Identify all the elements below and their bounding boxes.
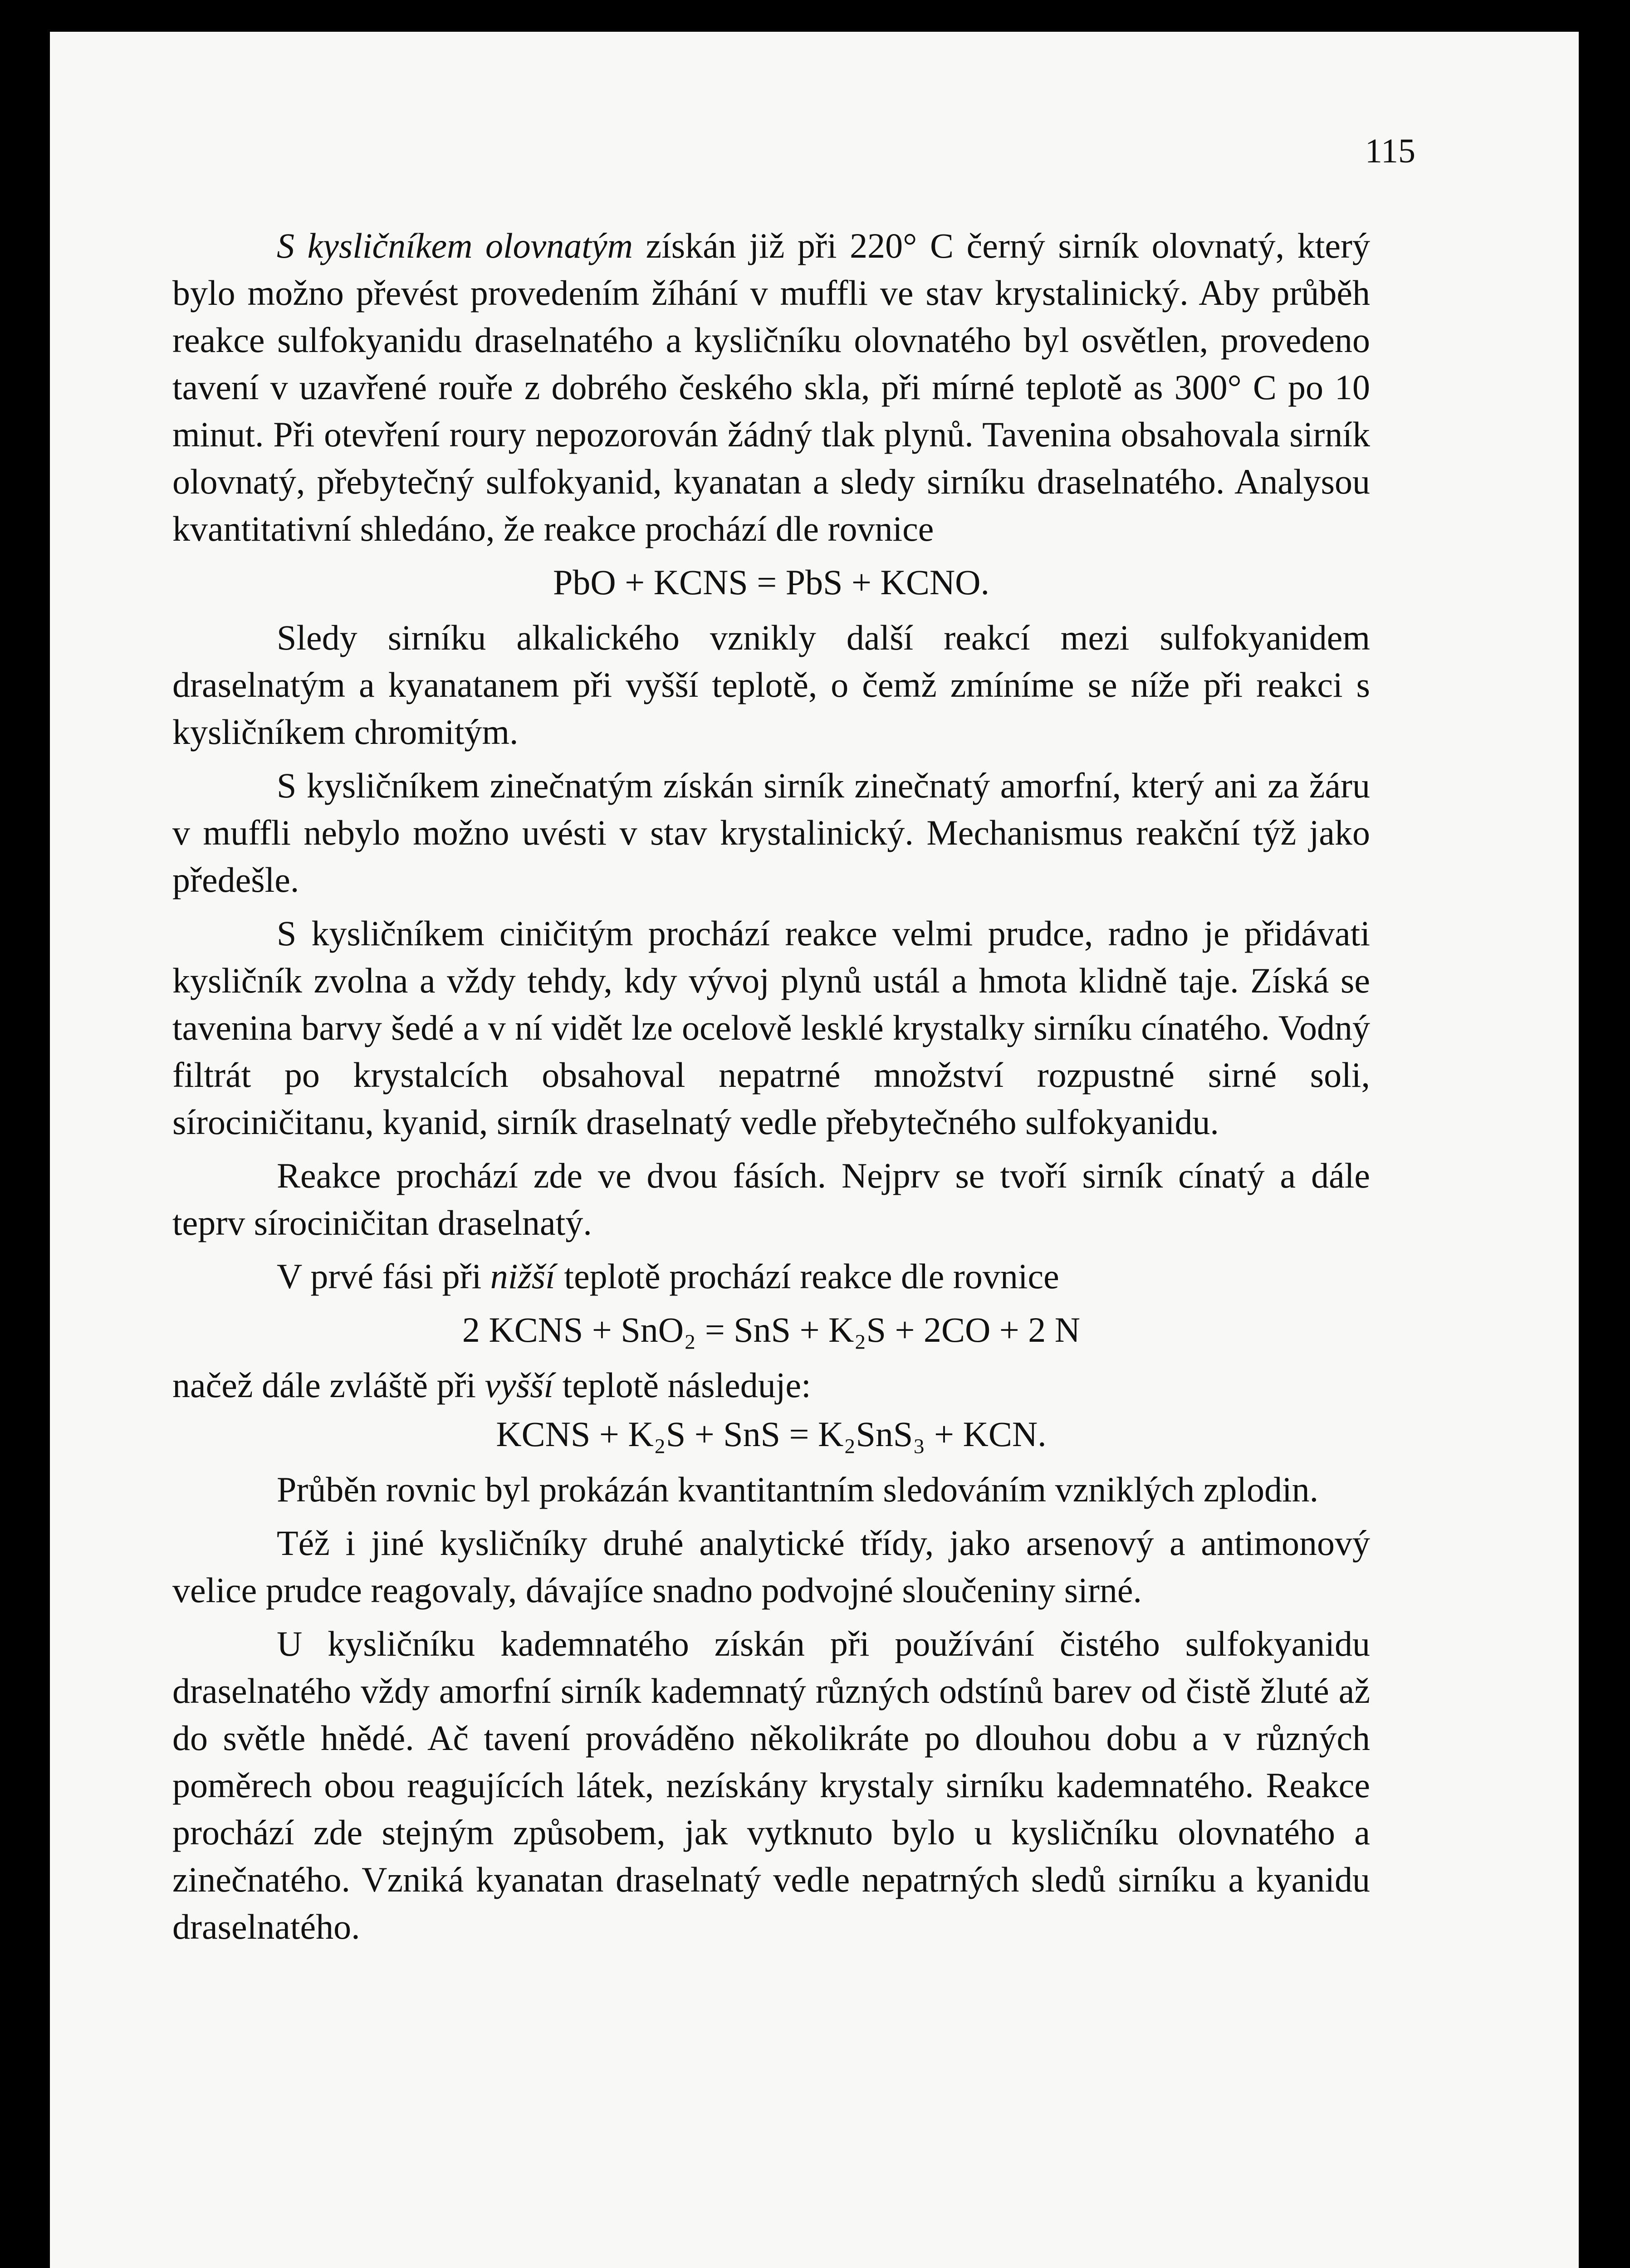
paragraph-alkali-traces: Sledy sirníku alkalického vznikly další reakcí mezi sulfokyanidem draselnatým a kyanatanem při vyšší teplotě, o čemž zmíníme se níže při reakci s kysličníkem chromitým. [172, 618, 1370, 752]
book-page [50, 32, 1579, 2268]
italic-word: nižší [490, 1256, 555, 1296]
text-part: načež dále zvláště při [172, 1365, 485, 1405]
paragraph-zinc-oxide: S kysličníkem zinečnatým získán sirník zinečnatý amorfní, který ani za žáru v muffli nebylo možno uvésti v stav krystalinický. Mechanismus reakční týž jako předešle. [172, 766, 1370, 899]
equation-lead: PbO + KCNS = PbS + KCNO. [553, 562, 989, 602]
paragraph-second-phase [172, 1362, 1370, 1409]
paragraph-tin-oxide: S kysličníkem ciničitým prochází reakce velmi prudce, radno je přidávati kysličník zvolna a vždy tehdy, kdy vývoj plynů ustál a hmota klidně taje. Získá se tavenina barvy šedé a v ní vidět lze ocelově lesklé krystalky sirníku cínatého. Vodný filtrát po krystalcích obsahoval nepatrné množství rozpustné sirné soli, sírociničitanu, kyanid, sirník draselnatý vedle přebytečného sulfokyanidu. [172, 914, 1370, 1142]
italic-lead: S kysličníkem olovnatým [277, 226, 633, 265]
text-part: teplotě prochází reakce dle rovnice [555, 1256, 1059, 1296]
equation-tin-2: KCNS + K₂S + SnS = K₂SnS₃ + KCN. [496, 1414, 1047, 1454]
paragraph-text: získán již při 220° C černý sirník olovnatý, který bylo možno převést provedením žíhání v muffli ve stav krystalinický. Aby průběh reakce sulfokyanidu draselnatého a kysličníku olovnatého byl osvětlen, provedeno tavení v uzavřené rouře z dobrého českého skla, při mírné teplotě as 300° C po 10 minut. Při otevření roury nepozorován žádný tlak plynů. Tavenina obsahovala sirník olovnatý, přebytečný sulfokyanid, kyanatan a sledy sirníku draselnatého. Analysou kvantitativní shledáno, že reakce prochází dle rovnice [172, 226, 1370, 548]
paragraph-proof: Průběn rovnic byl prokázán kvantitantním sledováním vzniklých zplodin. [277, 1470, 1319, 1509]
paragraph-cadmium: U kysličníku kademnatého získán při používání čistého sulfokyanidu draselnatého vždy amorfní sirník kademnatý různých odstínů barev od čistě žluté až do světle hnědé. Ač tavení prováděno několikráte po dlouhou dobu a v různých poměrech obou reagujících látek, nezískány krystaly sirníku kademnatého. Reakce prochází zde stejným způsobem, jak vytknuto bylo u kysličníku olovnatého a zinečnatého. Vzniká kyanatan draselnatý vedle nepatrných sledů sirníku a kyanidu draselnatého. [172, 1624, 1370, 1946]
text-part: teplotě následuje: [553, 1365, 811, 1405]
paragraph-first-phase [172, 1253, 1370, 1300]
body-text [172, 222, 1370, 1957]
italic-word: vyšší [485, 1365, 554, 1405]
equation-tin-1: 2 KCNS + SnO₂ = SnS + K₂S + 2CO + 2 N [462, 1310, 1081, 1349]
paragraph-lead-oxide [172, 222, 1370, 552]
page-number: 115 [1365, 132, 1415, 170]
text-part: V prvé fási při [277, 1256, 490, 1296]
paragraph-arsenic: Též i jiné kysličníky druhé analytické třídy, jako arsenový a antimonový velice prudce reagovaly, dávajíce snadno podvojné sloučeniny sirné. [172, 1523, 1370, 1610]
paragraph-two-phases: Reakce prochází zde ve dvou fásích. Nejprv se tvoří sirník cínatý a dále teprv sírociničitan draselnatý. [172, 1156, 1370, 1242]
